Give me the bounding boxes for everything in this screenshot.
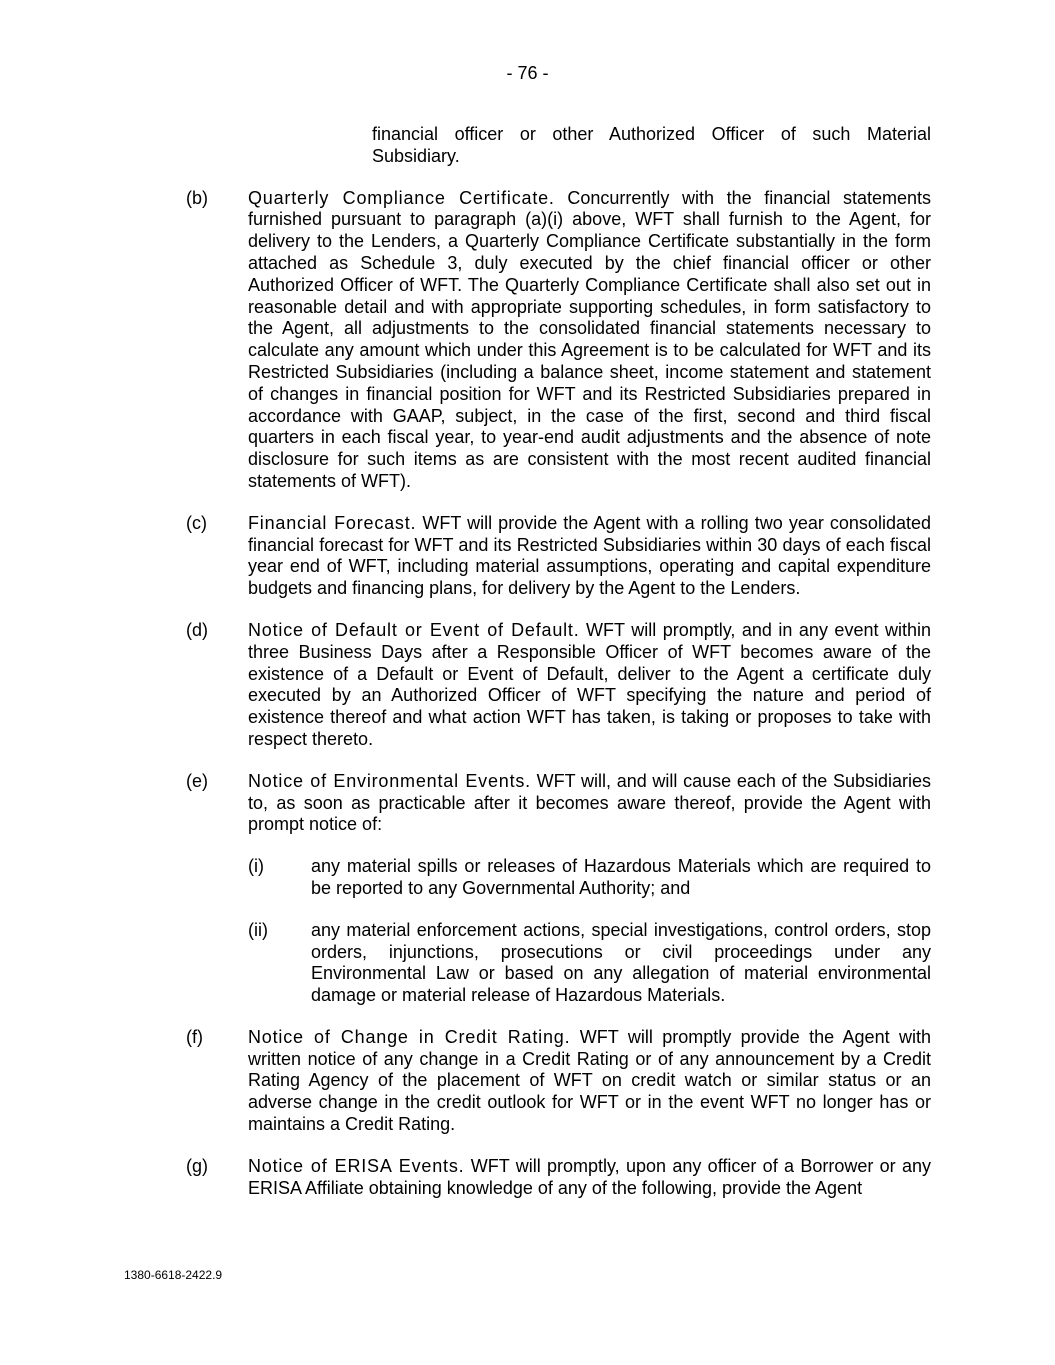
item-label: (c) (186, 512, 207, 533)
item-label: (f) (186, 1026, 203, 1047)
item-text: WFT will promptly provide the Agent with written notice of any change in a Credit Rating or of any announcement by a Credit Rating Agency of the placement of WFT on credit watch or similar status or an adverse change in the credit outlook for WFT or in the event WFT no longer has or maintains a Credit Rating. (248, 1026, 931, 1135)
item-text: WFT will promptly, upon any officer of a Borrower or any ERISA Affiliate obtaining knowledge of any of the following, provide the Agent (248, 1155, 931, 1198)
item-label: (e) (186, 770, 208, 791)
section-item-f (186, 1026, 931, 1136)
document-body (0, 124, 1055, 1199)
item-text: WFT will provide the Agent with a rolling two year consolidated financial forecast for WFT and its Restricted Subsidiaries within 30 days of each fiscal year end of WFT, including material assumptions, operating and capital expenditure budgets and financing plans, for delivery by the Agent to the Lenders. (248, 512, 931, 599)
subitem-text: any material enforcement actions, special investigations, control orders, stop orders, injunctions, prosecutions or civil proceedings under any Environmental Law or based on any allegation of material environmental damage or material release of Hazardous Materials. (311, 919, 931, 1006)
item-heading: Notice of Default or Event of Default. (248, 619, 580, 640)
section-item-g (186, 1155, 931, 1200)
subitem-text: any material spills or releases of Hazardous Materials which are required to be reported to any Governmental Authority; and (311, 856, 931, 898)
item-heading: Notice of Change in Credit Rating. (248, 1026, 571, 1047)
item-label: (d) (186, 619, 208, 640)
subitem-label: (i) (248, 856, 264, 877)
section-item-d (186, 619, 931, 751)
item-text: Concurrently with the financial statements furnished pursuant to paragraph (a)(i) above, WFT shall furnish to the Agent, for delivery to the Lenders, a Quarterly Compliance Certificate substantially in the form attached as Schedule 3, duly executed by the chief financial officer or other Authorized Officer of WFT. The Quarterly Compliance Certificate shall also set out in reasonable detail and with appropriate supporting schedules, in form satisfactory to the Agent, all adjustments to the consolidated financial statements necessary to calculate any amount which under this Agreement is to be calculated for WFT and its Restricted Subsidiaries (including a balance sheet, income statement and statement of changes in financial position for WFT and its Restricted Subsidiaries prepared in accordance with GAAP, subject, in the case of the first, second and third fiscal quarters in each fiscal year, to year-end audit adjustments and the absence of note disclosure for such items as are consistent with the most recent audited financial statements of WFT). (248, 187, 931, 491)
item-text: WFT will promptly, and in any event within three Business Days after a Responsible Officer of WFT becomes aware of the existence of a Default or Event of Default, deliver to the Agent a certificate duly executed by an Authorized Officer of WFT specifying the nature and period of existence thereof and what action WFT has taken, is taking or proposes to take with respect thereto. (248, 619, 931, 749)
item-label: (g) (186, 1155, 208, 1176)
item-heading: Quarterly Compliance Certificate. (248, 187, 555, 208)
subitem-ii (248, 919, 931, 1007)
document-reference-code: 1380-6618-2422.9 (124, 1268, 223, 1282)
section-item-b (186, 187, 931, 493)
subitem-label: (ii) (248, 919, 268, 940)
item-heading: Financial Forecast. (248, 512, 417, 533)
section-item-e (186, 770, 931, 836)
item-label: (b) (186, 187, 208, 208)
item-text: WFT will, and will cause each of the Subsidiaries to, as soon as practicable after it becomes aware thereof, provide the Agent with prompt notice of: (248, 770, 931, 835)
continuation-paragraph: financial officer or other Authorized Officer of such Material Subsidiary. (372, 124, 931, 166)
item-heading: Notice of Environmental Events. (248, 770, 531, 791)
item-heading: Notice of ERISA Events. (248, 1155, 465, 1176)
subitem-i (248, 856, 931, 900)
page-number: - 76 - (506, 63, 549, 83)
section-item-c (186, 512, 931, 600)
